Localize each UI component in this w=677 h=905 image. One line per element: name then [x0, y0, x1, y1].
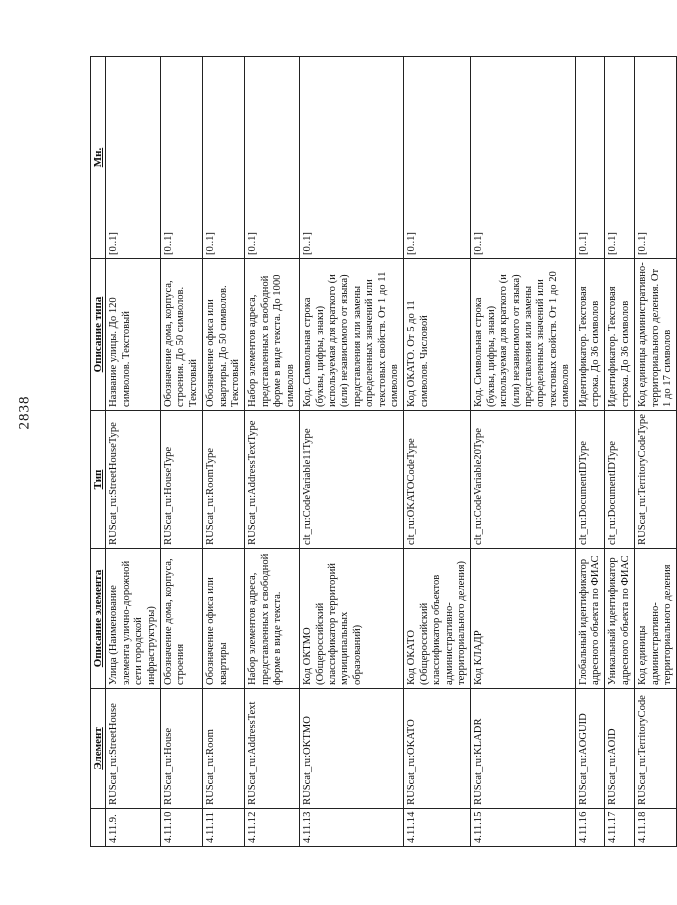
- header-type: Тип: [91, 411, 106, 549]
- header-number: [91, 809, 106, 847]
- row-multiplicity: [0..1]: [106, 57, 161, 259]
- table-row: [605, 57, 635, 847]
- page-number: 2838: [16, 395, 33, 430]
- row-number: 4.11.17: [605, 809, 635, 847]
- row-element: RUScat_ru:Room: [203, 689, 245, 809]
- row-description: Код единицы административно-территориального деления: [635, 549, 677, 689]
- table-row: [300, 57, 404, 847]
- row-description: Глобальный идентификатор адресного объекта по ФИАС: [575, 549, 605, 689]
- row-type-description: Обозначение офиса или квартиры. До 50 символов. Текстовый: [203, 259, 245, 411]
- row-multiplicity: [0..1]: [635, 57, 677, 259]
- row-multiplicity: [0..1]: [161, 57, 203, 259]
- row-type: RUScat_ru:TerritoryCodeType: [635, 411, 677, 549]
- row-description: Код КЛАДР: [471, 549, 575, 689]
- row-description: Набор элементов адреса, представленных в свободной форме в виде текста.: [245, 549, 300, 689]
- header-type-description: Описание типа: [91, 259, 106, 411]
- rotated-table-container: [90, 57, 674, 847]
- row-description: Улица (Наименование элемента улично-дорожной сети городской инфраструктуры): [106, 549, 161, 689]
- row-number: 4.11.10: [161, 809, 203, 847]
- table-header-row: [91, 57, 106, 847]
- row-description: Код ОКАТО (Общероссийский классификатор объектов административно-территориального деления): [404, 549, 471, 689]
- row-description: Обозначение дома, корпуса, строения: [161, 549, 203, 689]
- table-row: [106, 57, 161, 847]
- row-number: 4.11.15: [471, 809, 575, 847]
- row-number: 4.11.16: [575, 809, 605, 847]
- row-type: clt_ru:CodeVariable20Type: [471, 411, 575, 549]
- row-element: RUScat_ru:AOGUID: [575, 689, 605, 809]
- row-type: RUScat_ru:RoomType: [203, 411, 245, 549]
- row-type-description: Идентификатор. Текстовая строка. До 36 символов: [605, 259, 635, 411]
- row-number: 4.11.12: [245, 809, 300, 847]
- row-multiplicity: [0..1]: [203, 57, 245, 259]
- row-element: RUScat_ru:StreetHouse: [106, 689, 161, 809]
- row-element: RUScat_ru:TerritoryCode: [635, 689, 677, 809]
- table-row: [245, 57, 300, 847]
- row-description: Уникальный идентификатор адресного объекта по ФИАС: [605, 549, 635, 689]
- row-element: RUScat_ru:OKTMO: [300, 689, 404, 809]
- table-row: [203, 57, 245, 847]
- table-row: [575, 57, 605, 847]
- row-element: RUScat_ru:House: [161, 689, 203, 809]
- row-multiplicity: [0..1]: [471, 57, 575, 259]
- row-number: 4.11.11: [203, 809, 245, 847]
- row-type: RUScat_ru:HouseType: [161, 411, 203, 549]
- row-type: clt_ru:DocumentIDType: [605, 411, 635, 549]
- row-element: RUScat_ru:AOID: [605, 689, 635, 809]
- row-type: clt_ru:OKATOCodeType: [404, 411, 471, 549]
- row-multiplicity: [0..1]: [575, 57, 605, 259]
- row-number: 4.11.14: [404, 809, 471, 847]
- row-type: clt_ru:DocumentIDType: [575, 411, 605, 549]
- table-row: [471, 57, 575, 847]
- row-type: clt_ru:CodeVariable11Type: [300, 411, 404, 549]
- row-description: Код ОКТМО (Общероссийский классификатор территорий муниципальных образований): [300, 549, 404, 689]
- table-row: [404, 57, 471, 847]
- row-element: RUScat_ru:OKATO: [404, 689, 471, 809]
- row-type: RUScat_ru:AddressTextType: [245, 411, 300, 549]
- header-multiplicity: Мн.: [91, 57, 106, 259]
- row-type-description: Код. Символьная строка (буквы, цифры, знаки) используемая для краткого (и (или) независимого от языка) представления или замены определенных значений или текстовых свойств. От 1 до 20 символов: [471, 259, 575, 411]
- row-type-description: Код. Символьная строка (буквы, цифры, знаки) используемая для краткого (и (или) независимого от языка) представления или замены определенных значений или текстовых свойств. От 1 до 11 символов: [300, 259, 404, 411]
- row-element: RUScat_ru:KLADR: [471, 689, 575, 809]
- row-number: 4.11.18: [635, 809, 677, 847]
- row-type-description: Название улицы. До 120 символов. Текстовый: [106, 259, 161, 411]
- row-multiplicity: [0..1]: [605, 57, 635, 259]
- header-element: Элемент: [91, 689, 106, 809]
- header-element-description: Описание элемента: [91, 549, 106, 689]
- table-row: [635, 57, 677, 847]
- row-type-description: Идентификатор. Текстовая строка. До 36 символов: [575, 259, 605, 411]
- row-type-description: Код ОКАТО. От 5 до 11 символов. Числовой: [404, 259, 471, 411]
- row-description: Обозначение офиса или квартиры: [203, 549, 245, 689]
- row-multiplicity: [0..1]: [245, 57, 300, 259]
- row-element: RUScat_ru:AddressText: [245, 689, 300, 809]
- elements-table: [90, 56, 677, 847]
- row-type-description: Обозначение дома, корпуса, строения. До 50 символов. Текстовый: [161, 259, 203, 411]
- row-number: 4.11.9.: [106, 809, 161, 847]
- row-number: 4.11.13: [300, 809, 404, 847]
- table-row: [161, 57, 203, 847]
- row-multiplicity: [0..1]: [300, 57, 404, 259]
- row-multiplicity: [0..1]: [404, 57, 471, 259]
- row-type-description: Код единицы административно-территориального деления. От 1 до 17 символов: [635, 259, 677, 411]
- row-type-description: Набор элементов адреса, представленных в свободной форме в виде текста. До 1000 символов: [245, 259, 300, 411]
- row-type: RUScat_ru:StreetHouseType: [106, 411, 161, 549]
